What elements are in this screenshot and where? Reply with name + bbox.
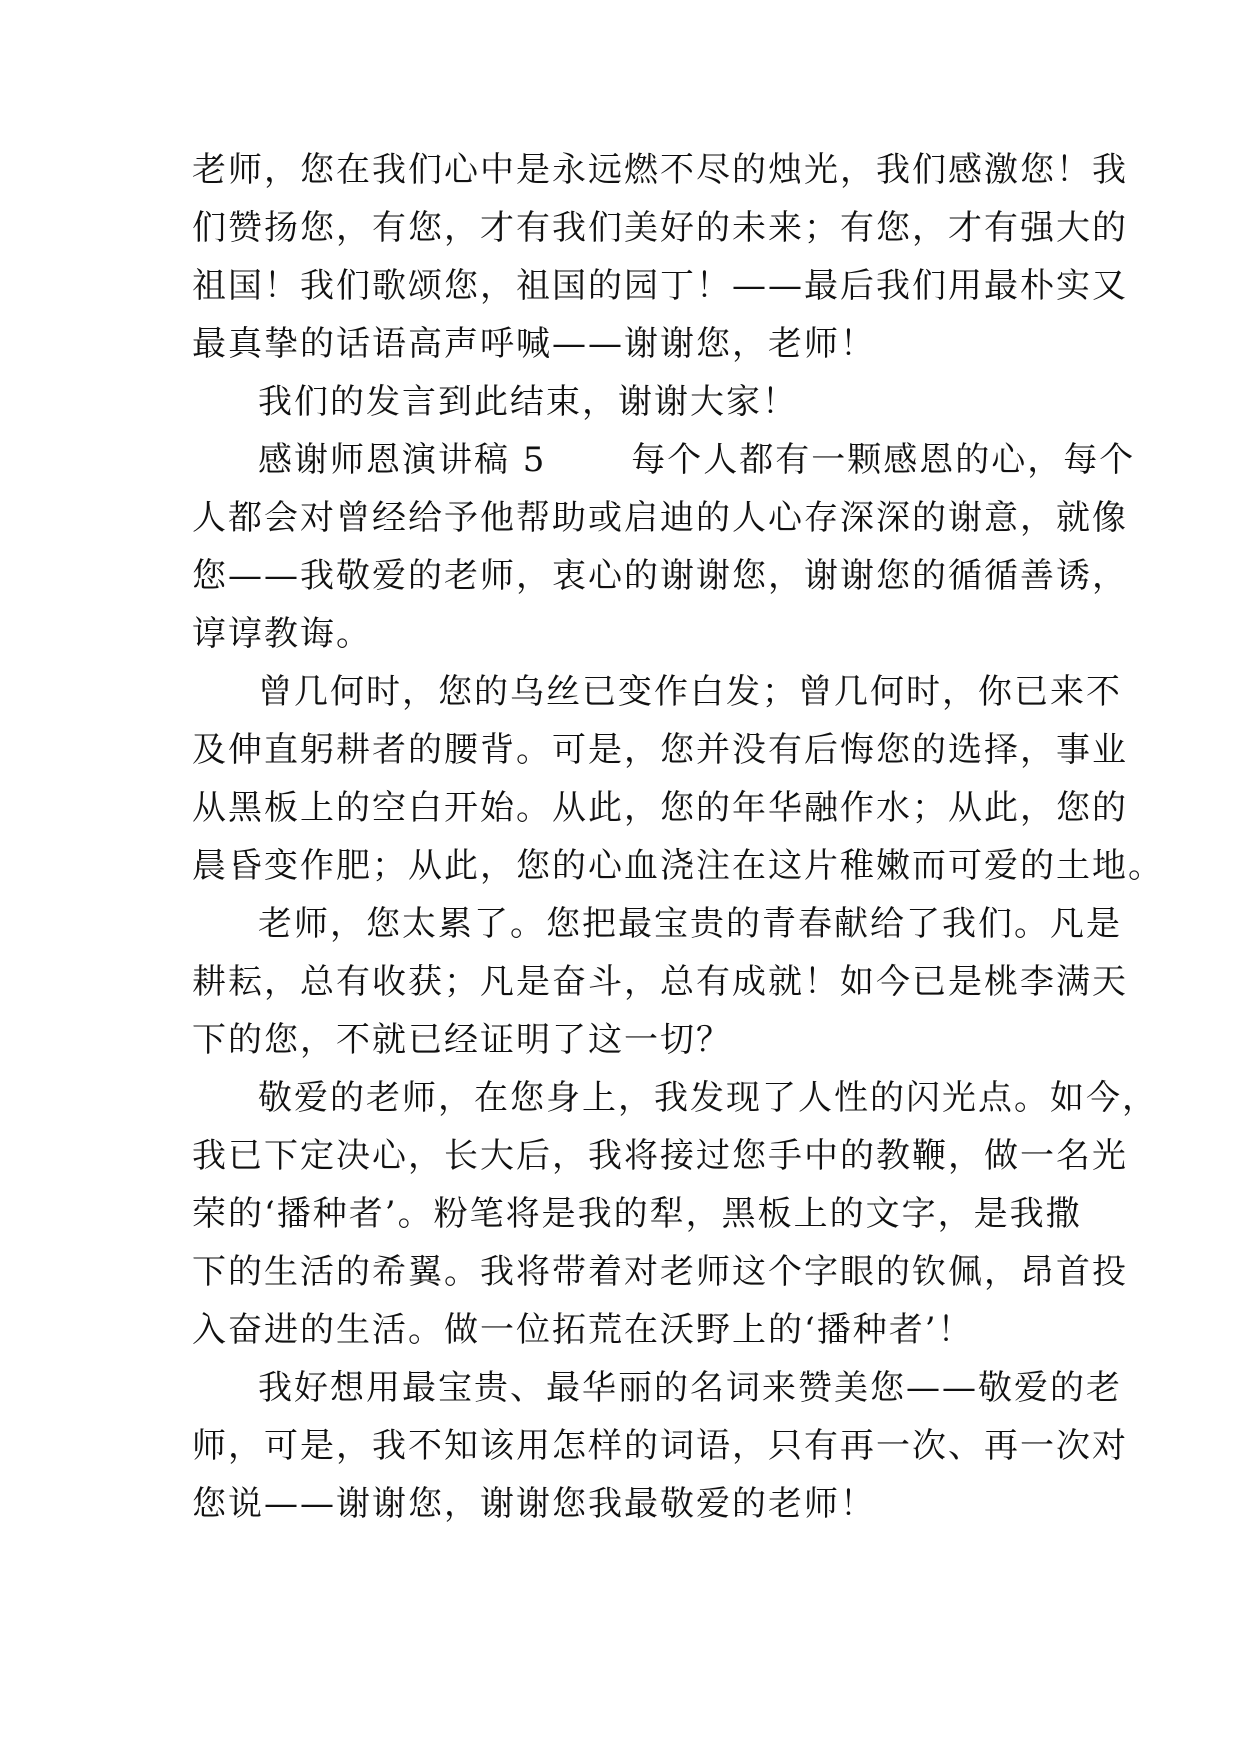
text-line: 曾几何时，您的乌丝已变作白发；曾几何时，你已来不: [258, 672, 1122, 712]
text-line: 荣的‘播种者’。粉笔将是我的犁，黑板上的文字，是我撒: [192, 1194, 1082, 1234]
text-line: 及伸直躬耕者的腰背。可是，您并没有后悔您的选择，事业: [192, 730, 1128, 770]
text-line: 您说——谢谢您，谢谢您我最敬爱的老师！: [192, 1484, 876, 1524]
text-line: 从黑板上的空白开始。从此，您的年华融作水；从此，您的: [192, 788, 1128, 828]
text-line: 耕耘，总有收获；凡是奋斗，总有成就！如今已是桃李满天: [192, 962, 1128, 1002]
text-line: 老师，您太累了。您把最宝贵的青春献给了我们。凡是: [258, 904, 1122, 944]
text-line: 老师，您在我们心中是永远燃不尽的烛光，我们感激您！我: [192, 150, 1128, 190]
text-line: 入奋进的生活。做一位拓荒在沃野上的‘播种者’！: [192, 1310, 974, 1350]
text-line: 师，可是，我不知该用怎样的词语，只有再一次、再一次对: [192, 1426, 1128, 1466]
text-line: 们赞扬您，有您，才有我们美好的未来；有您，才有强大的: [192, 208, 1128, 248]
text-line: 祖国！我们歌颂您，祖国的园丁！——最后我们用最朴实又: [192, 266, 1128, 306]
text-line: 我已下定决心，长大后，我将接过您手中的教鞭，做一名光: [192, 1136, 1128, 1176]
text-line: 我好想用最宝贵、最华丽的名词来赞美您——敬爱的老: [258, 1368, 1122, 1408]
text-line: 我们的发言到此结束，谢谢大家！: [258, 382, 798, 422]
text-line: 下的您，不就已经证明了这一切？: [192, 1020, 732, 1060]
text-line: 下的生活的希翼。我将带着对老师这个字眼的钦佩，昂首投: [192, 1252, 1128, 1292]
text-line: 您——我敬爱的老师，衷心的谢谢您，谢谢您的循循善诱，: [192, 556, 1128, 596]
text-line: 人都会对曾经给予他帮助或启迪的人心存深深的谢意，就像: [192, 498, 1128, 538]
text-line: 感谢师恩演讲稿 5 每个人都有一颗感恩的心，每个: [258, 440, 1136, 480]
text-line: 敬爱的老师，在您身上，我发现了人性的闪光点。如今，: [258, 1078, 1158, 1118]
text-line: 谆谆教诲。: [192, 614, 372, 654]
text-line: 晨昏变作肥；从此，您的心血浇注在这片稚嫩而可爱的土地。: [192, 846, 1164, 886]
text-line: 最真挚的话语高声呼喊——谢谢您，老师！: [192, 324, 876, 364]
